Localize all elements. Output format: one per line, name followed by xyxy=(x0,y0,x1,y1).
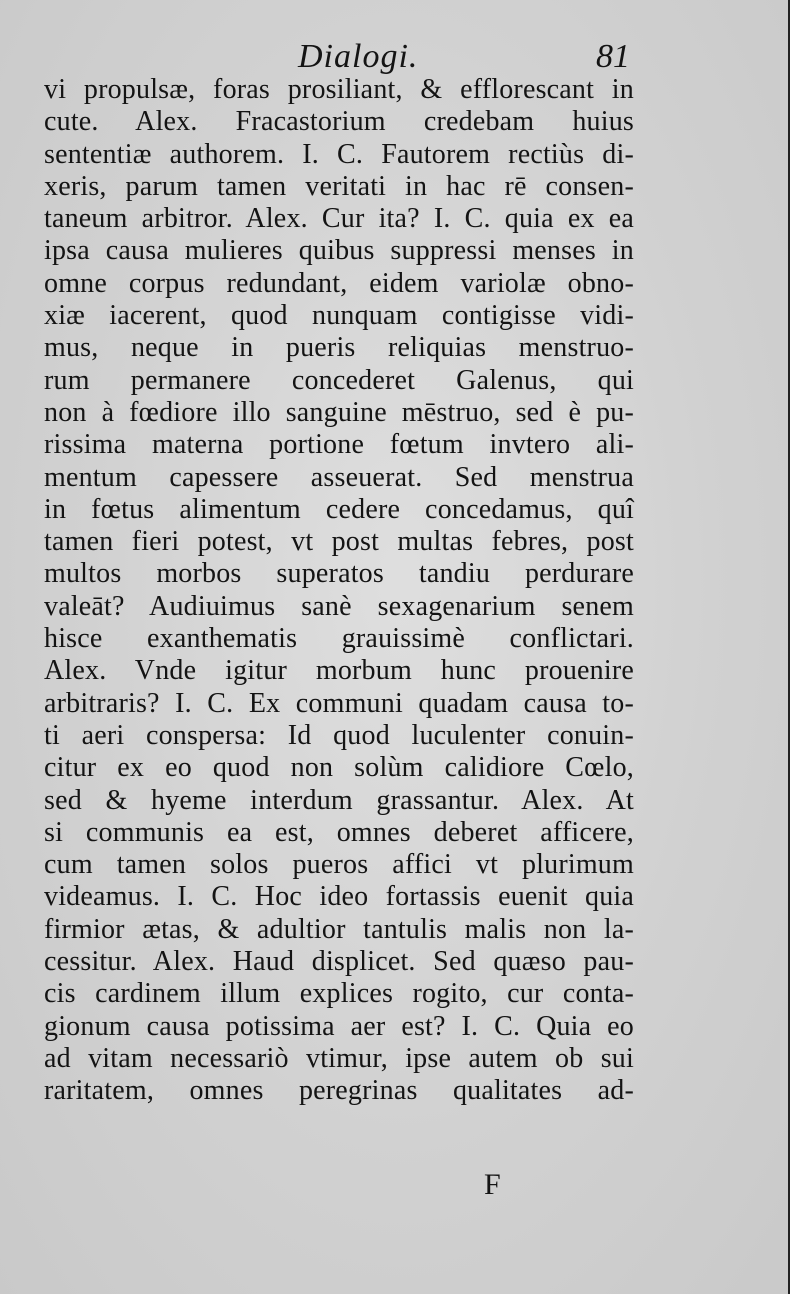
text-line: videamus. I. C. Hoc ideo fortassis euenit quia xyxy=(44,881,634,913)
text-line: sententiæ authorem. I. C. Fautorem rectiùs di- xyxy=(44,138,634,170)
text-line: si communis ea est, omnes deberet afficere, xyxy=(44,816,634,848)
text-block xyxy=(44,74,634,1108)
text-line: multos morbos superatos tandiu perdurare xyxy=(44,558,634,590)
text-line: cis cardinem illum explices rogito, cur conta- xyxy=(44,978,634,1010)
text-line: non à fœdiore illo sanguine mēstruo, sed è pu- xyxy=(44,396,634,428)
text-line: vi propulsæ, foras prosiliant, & efflorescant in xyxy=(44,74,634,105)
text-line: cute. Alex. Fracastorium credebam huius xyxy=(44,106,634,138)
text-line: cessitur. Alex. Haud displicet. Sed quæso pau- xyxy=(44,946,634,978)
text-line: ad vitam necessariò vtimur, ipse autem ob sui xyxy=(44,1042,634,1074)
text-line: xeris, parum tamen veritati in hac rē consen- xyxy=(44,170,634,202)
page-edge xyxy=(788,0,800,1294)
text-line: hisce exanthematis grauissimè conflictari. xyxy=(44,623,634,655)
text-line: gionum causa potissima aer est? I. C. Quia eo xyxy=(44,1010,634,1042)
running-title: Dialogi. xyxy=(298,38,419,75)
text-line: xiæ iacerent, quod nunquam contigisse vidi- xyxy=(44,300,634,332)
text-line: valeāt? Audiuimus sanè sexagenarium senem xyxy=(44,590,634,622)
text-line: rissima materna portione fœtum invtero ali- xyxy=(44,429,634,461)
text-line: cum tamen solos pueros affici vt plurimum xyxy=(44,849,634,881)
text-line: mus, neque in pueris reliquias menstruo- xyxy=(44,332,634,364)
text-line: Alex. Vnde igitur morbum hunc prouenire xyxy=(44,655,634,687)
page-number: 81 xyxy=(596,38,630,75)
text-line: in fœtus alimentum cedere concedamus, quî xyxy=(44,493,634,525)
text-line: raritatem, omnes peregrinas qualitates ad- xyxy=(44,1075,634,1107)
text-line: rum permanere concederet Galenus, qui xyxy=(44,364,634,396)
signature-mark: F xyxy=(484,1168,501,1201)
text-line: firmior ætas, & adultior tantulis malis non la- xyxy=(44,913,634,945)
text-line: omne corpus redundant, eidem variolæ obno- xyxy=(44,267,634,299)
text-line: sed & hyeme interdum grassantur. Alex. At xyxy=(44,784,634,816)
text-line: taneum arbitror. Alex. Cur ita? I. C. quia ex ea xyxy=(44,203,634,235)
text-line: mentum capessere asseuerat. Sed menstrua xyxy=(44,461,634,493)
text-line: ipsa causa mulieres quibus suppressi menses in xyxy=(44,235,634,267)
text-line: citur ex eo quod non solùm calidiore Cœlo, xyxy=(44,752,634,784)
text-line: tamen fieri potest, vt post multas febres, post xyxy=(44,526,634,558)
text-line: ti aeri conspersa: Id quod luculenter conuin- xyxy=(44,719,634,751)
text-line: arbitraris? I. C. Ex communi quadam causa to- xyxy=(44,687,634,719)
